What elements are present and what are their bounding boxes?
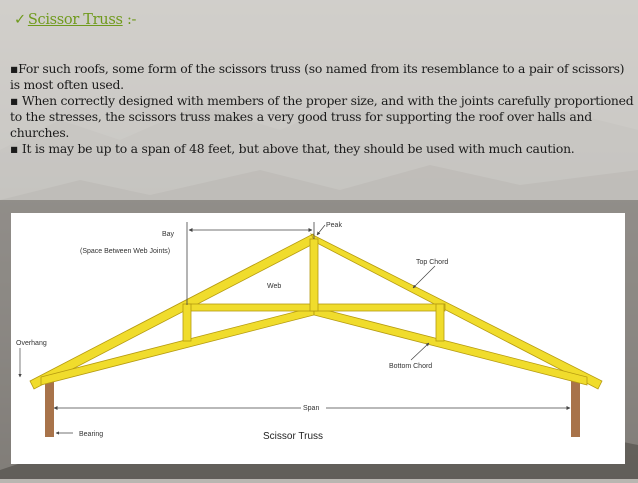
slide-title-text: Scissor Truss xyxy=(27,12,123,28)
web-label: Web xyxy=(267,283,282,290)
bay-label: Bay xyxy=(162,231,175,238)
top-chord-left xyxy=(30,234,317,389)
paragraph-3: ▪ It is may be up to a span of 48 feet, but above that, they should be used with much caution. xyxy=(10,141,575,156)
paragraph-1: ▪For such roofs, some form of the scissors truss (so named from its resemblance to a pair of scissors) is most often used. xyxy=(10,61,625,92)
slide-body xyxy=(10,61,635,157)
scissor-truss-diagram xyxy=(11,213,625,464)
truss-drawing xyxy=(11,213,625,464)
peak-label: Peak xyxy=(326,222,342,229)
diagram-title: Scissor Truss xyxy=(263,431,324,442)
top-chord-pointer xyxy=(413,266,435,288)
bearing-label: Bearing xyxy=(79,431,104,438)
bearing-right xyxy=(571,381,580,437)
top-chord-label: Top Chord xyxy=(416,259,449,266)
web-vertical-left xyxy=(183,304,191,341)
bay-note-label: (Space Between Web Joints) xyxy=(80,248,171,255)
web-center-post xyxy=(310,239,318,311)
bottom-chord-pointer xyxy=(411,343,429,360)
bearing-left xyxy=(45,381,54,437)
paragraph-2: ▪ When correctly designed with members of the proper size, and with the joints carefully proportioned to the stresses, the scissors truss makes a very good truss for supporting the roof over halls and churches. xyxy=(10,93,634,140)
check-icon: ✓ xyxy=(14,12,26,28)
bottom-chord-right xyxy=(314,307,587,385)
top-chord-right xyxy=(311,234,602,389)
bottom-chord-left xyxy=(41,307,314,385)
web-vertical-right xyxy=(436,304,444,341)
overhang-label: Overhang xyxy=(16,340,47,347)
slide-title xyxy=(14,12,136,28)
slide-title-suffix: :- xyxy=(122,12,137,28)
peak-pointer xyxy=(317,225,325,235)
bottom-chord-label: Bottom Chord xyxy=(389,363,433,370)
span-label: Span xyxy=(303,405,320,412)
